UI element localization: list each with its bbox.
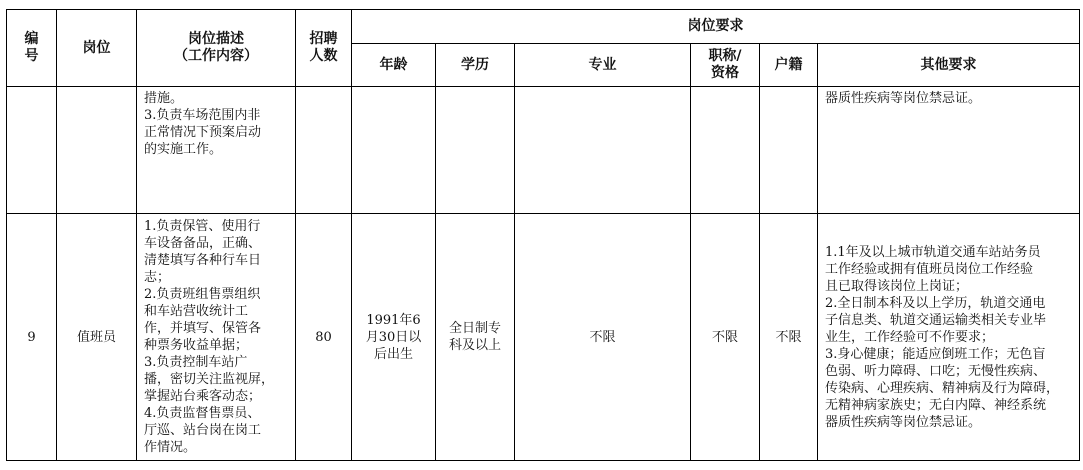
header-no: 编 号 bbox=[7, 10, 57, 87]
cell-other: 1.1年及以上城市轨道交通车站站务员 工作经验或拥有值班员岗位工作经验 且已取得该岗位上岗证； 2.全日制本科及以上学历，轨道交通电 子信息类、轨道交通运输类相关专业毕 业生，工作经验可不作要求； 3.身心健康；能适应倒班工作；无色盲 色弱、听力障碍、口吃；无慢性疾病、 传染病、心理疾病、精神病及行为障碍， 无精神病家族史；无白内障、神经系统 器质性疾病等岗位禁忌证。 bbox=[818, 214, 1080, 461]
cell-position-empty bbox=[57, 87, 137, 214]
cell-education: 全日制专 科及以上 bbox=[436, 214, 515, 461]
header-description: 岗位描述 （工作内容） bbox=[137, 10, 296, 87]
cell-title-empty bbox=[691, 87, 760, 214]
header-requirements: 岗位要求 bbox=[352, 10, 1080, 44]
recruitment-table bbox=[6, 9, 1080, 461]
header-title: 职称/ 资格 bbox=[691, 44, 760, 87]
cell-age-empty bbox=[352, 87, 436, 214]
cell-hukou: 不限 bbox=[760, 214, 818, 461]
header-position: 岗位 bbox=[57, 10, 137, 87]
header-headcount: 招聘 人数 bbox=[296, 10, 352, 87]
cell-hukou-empty bbox=[760, 87, 818, 214]
cell-no-empty bbox=[7, 87, 57, 214]
cell-age: 1991年6 月30日以 后出生 bbox=[352, 214, 436, 461]
cell-description: 1.负责保管、使用行 车设备备品，正确、 清楚填写各种行车日 志； 2.负责班组售票组织 和车站营收统计工 作，并填写、保管各 种票务收益单据； 3.负责控制车站广 播，密切关注监视屏， 掌握站台乘客动态； 4.负责监督售票员、 厅巡、站台岗在岗工 作情况。 bbox=[137, 214, 296, 461]
cell-description-continuation: 措施。 3.负责车场范围内非 正常情况下预案启动 的实施工作。 bbox=[137, 87, 296, 214]
cell-education-empty bbox=[436, 87, 515, 214]
header-other: 其他要求 bbox=[818, 44, 1080, 87]
cell-position: 值班员 bbox=[57, 214, 137, 461]
cell-no: 9 bbox=[7, 214, 57, 461]
cell-headcount: 80 bbox=[296, 214, 352, 461]
cell-headcount-empty bbox=[296, 87, 352, 214]
table-row-continuation bbox=[7, 87, 1080, 214]
header-age: 年龄 bbox=[352, 44, 436, 87]
header-education: 学历 bbox=[436, 44, 515, 87]
table-row bbox=[7, 214, 1080, 461]
header-hukou: 户籍 bbox=[760, 44, 818, 87]
cell-title: 不限 bbox=[691, 214, 760, 461]
cell-major: 不限 bbox=[515, 214, 691, 461]
header-major: 专业 bbox=[515, 44, 691, 87]
cell-major-empty bbox=[515, 87, 691, 214]
cell-other-continuation: 器质性疾病等岗位禁忌证。 bbox=[818, 87, 1080, 214]
